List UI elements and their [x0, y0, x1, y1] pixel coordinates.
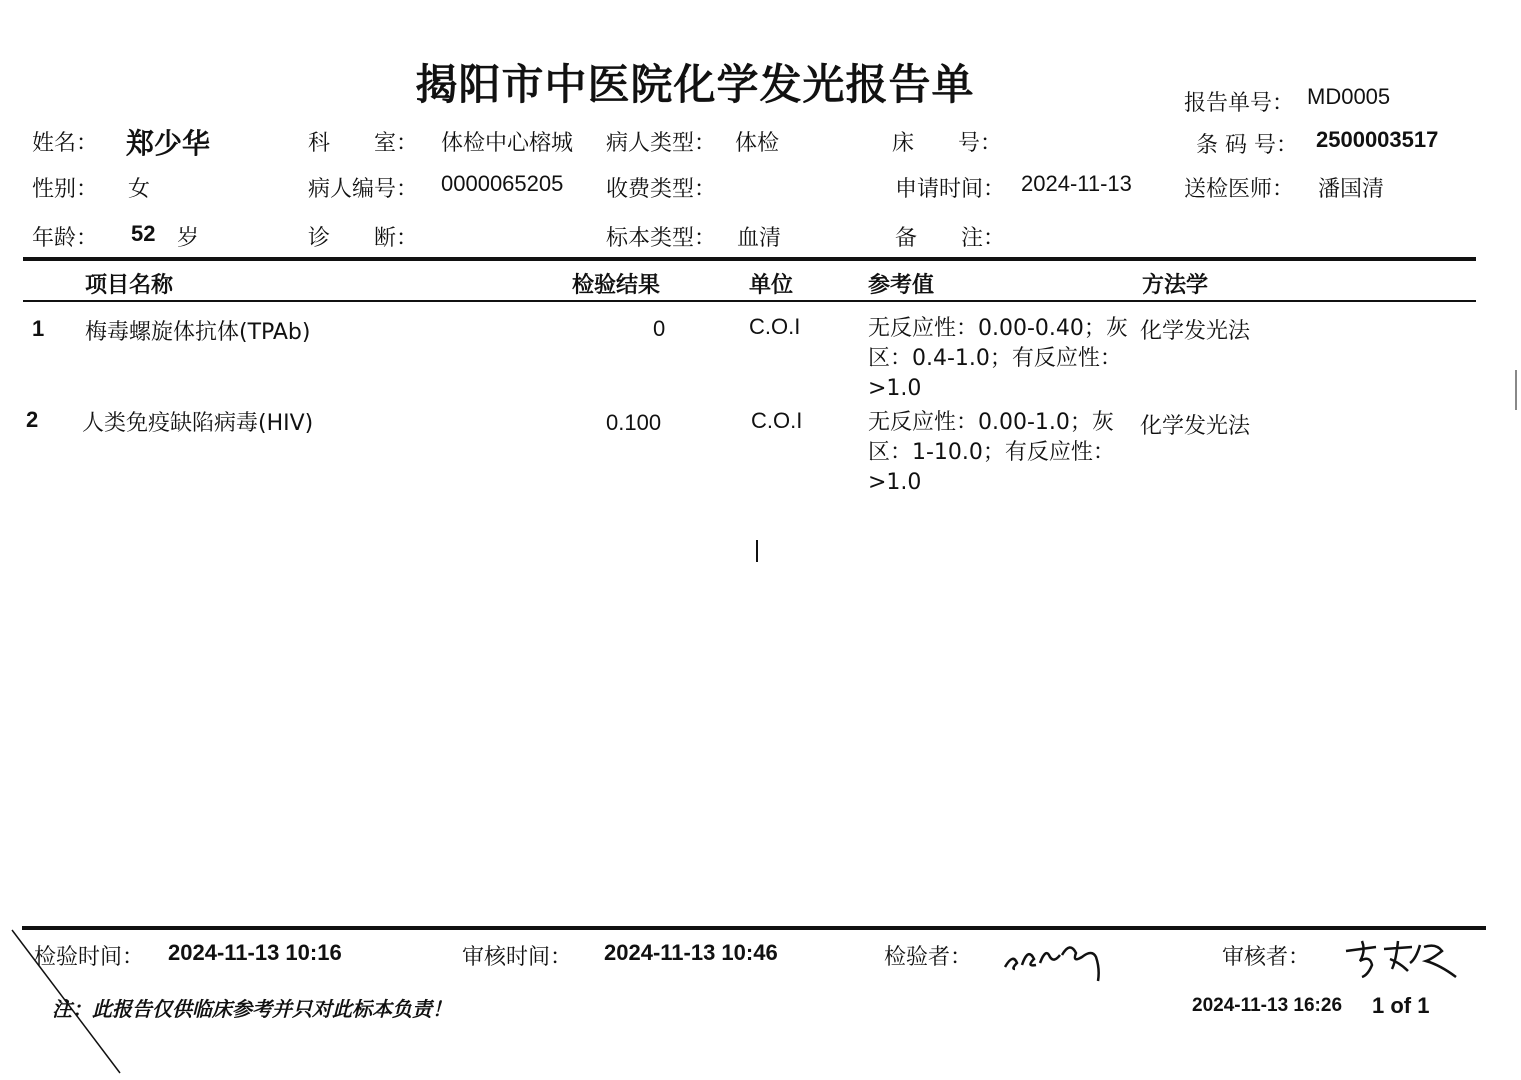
scan-mark — [1515, 370, 1517, 410]
table-header-divider — [23, 300, 1476, 302]
doctor-label: 送检医师： — [1184, 177, 1295, 202]
page-indicator: 1 of 1 — [1372, 993, 1430, 1018]
sex-value: 女 — [128, 177, 151, 202]
doctor-value: 潘国清 — [1318, 177, 1385, 202]
department-value: 体检中心榕城 — [441, 131, 574, 156]
tester-signature — [1000, 935, 1115, 985]
review-time-label: 审核时间： — [462, 945, 573, 970]
row-no: 1 — [32, 316, 45, 341]
row-method: 化学发光法 — [1140, 414, 1251, 439]
age-unit: 岁 — [177, 226, 200, 251]
footer-divider — [22, 926, 1486, 930]
row-ref: 无反应性：0.00-1.0；灰区：1-10.0；有反应性：>1.0 — [868, 410, 1115, 495]
row-name: 人类免疫缺陷病毒(HIV) — [82, 411, 314, 436]
row-method: 化学发光法 — [1140, 319, 1251, 344]
review-time-value: 2024-11-13 10:46 — [604, 940, 778, 965]
patient-type-value: 体检 — [735, 131, 780, 156]
report-no-value: MD0005 — [1307, 84, 1391, 109]
age-label: 年龄： — [32, 226, 99, 251]
remark-label: 备 注： — [895, 226, 1006, 251]
barcode-value: 2500003517 — [1316, 127, 1439, 152]
row-name: 梅毒螺旋体抗体(TPAb) — [85, 320, 311, 345]
row-no: 2 — [26, 407, 39, 432]
patient-id-label: 病人编号： — [308, 177, 419, 202]
reviewer-signature — [1340, 935, 1465, 985]
disclaimer-note: 注：此报告仅供临床参考并只对此标本负责！ — [52, 997, 452, 1021]
header-divider — [23, 257, 1476, 261]
col-result: 检验结果 — [572, 273, 661, 298]
patient-id-value: 0000065205 — [441, 171, 564, 196]
fee-type-label: 收费类型： — [606, 177, 717, 202]
col-name: 项目名称 — [85, 273, 174, 298]
department-label: 科 室： — [308, 131, 419, 156]
name-label: 姓名： — [32, 131, 99, 156]
request-time-label: 申请时间： — [895, 177, 1006, 202]
bed-label: 床 号： — [892, 131, 1003, 156]
col-unit: 单位 — [749, 273, 794, 298]
diagnosis-label: 诊 断： — [308, 226, 419, 251]
row-unit: C.O.I — [749, 314, 801, 339]
test-time-value: 2024-11-13 10:16 — [168, 940, 342, 965]
reviewer-label: 审核者： — [1222, 945, 1311, 970]
row-result: 0 — [653, 316, 666, 341]
test-time-label: 检验时间： — [34, 945, 145, 970]
scan-mark — [756, 540, 758, 562]
row-result: 0.100 — [606, 410, 662, 435]
print-time: 2024-11-13 16:26 — [1192, 995, 1343, 1016]
col-method: 方法学 — [1142, 273, 1209, 298]
barcode-label: 条 码 号： — [1196, 133, 1298, 158]
name-value: 郑少华 — [126, 127, 211, 160]
specimen-label: 标本类型： — [606, 226, 717, 251]
row-unit: C.O.I — [751, 408, 803, 433]
col-ref: 参考值 — [868, 273, 935, 298]
tester-label: 检验者： — [884, 945, 973, 970]
sex-label: 性别： — [32, 177, 99, 202]
patient-type-label: 病人类型： — [606, 131, 717, 156]
age-value: 52 — [131, 221, 156, 246]
row-ref: 无反应性：0.00-0.40；灰区：0.4-1.0；有反应性：>1.0 — [868, 316, 1128, 401]
report-title: 揭阳市中医院化学发光报告单 — [415, 60, 975, 109]
specimen-value: 血清 — [737, 226, 782, 251]
report-no-label: 报告单号： — [1184, 91, 1295, 116]
request-time-value: 2024-11-13 — [1021, 171, 1132, 196]
